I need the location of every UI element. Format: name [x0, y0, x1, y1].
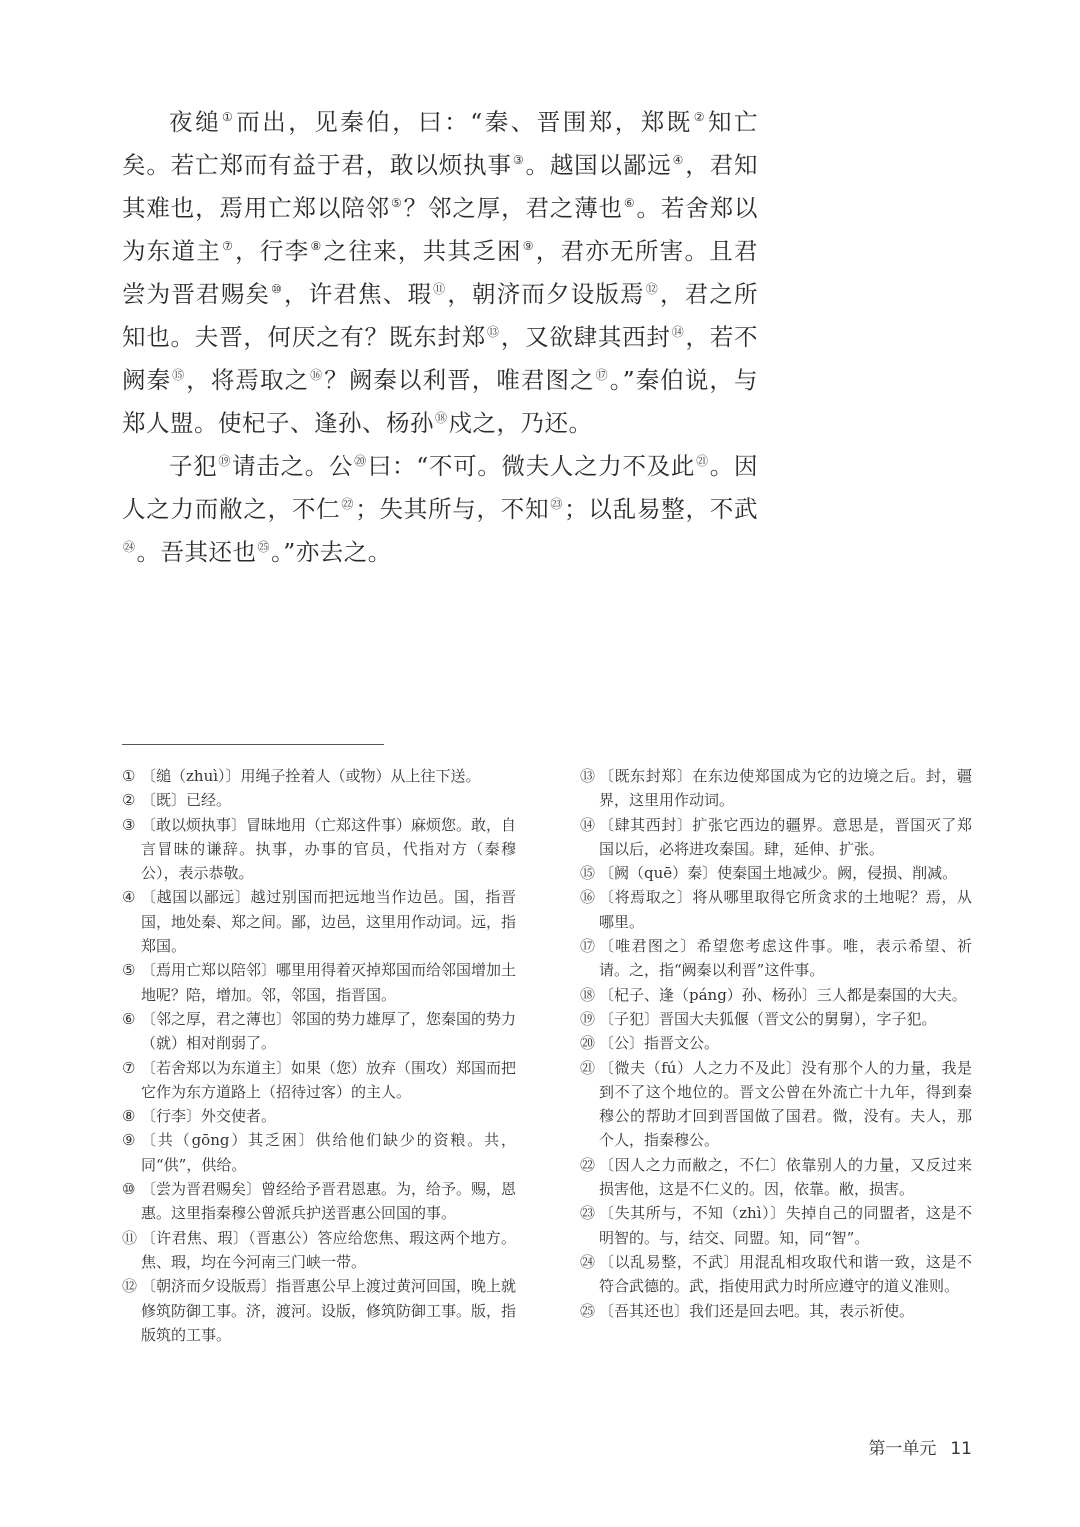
- text-segment: ，若不阙秦: [122, 323, 759, 394]
- text-segment: 戍之，乃还。: [448, 409, 593, 437]
- footnote: [580, 983, 972, 1007]
- footnote-number: ㉑: [580, 1058, 596, 1077]
- note-marker: ㉑: [696, 454, 709, 468]
- footnote-text: 〔失其所与，不知（zhì）〕失掉自己的同盟者，这是不明智的。与，结交、同盟。知，同“智”。: [599, 1204, 972, 1247]
- paragraph-2: [122, 442, 758, 571]
- text-segment: 。”亦去之。: [271, 538, 392, 566]
- footnote-number: ⑨: [122, 1131, 136, 1150]
- note-marker: ⑨: [522, 239, 535, 253]
- footnote-text: 〔越国以鄙远〕越过别国而把远地当作边邑。国，指晋国，地处秦、郑之间。鄙，边邑，这里用作动词。远，指郑国。: [141, 888, 517, 956]
- text-segment: 而出，见秦伯，曰：“秦、晋围郑，郑既: [236, 108, 693, 136]
- footnote: [122, 1177, 516, 1226]
- footnote-text: 〔行李〕外交使者。: [141, 1107, 277, 1126]
- note-marker: ⑪: [433, 282, 447, 296]
- notes-right-column: [580, 764, 972, 1323]
- footnote-text: 〔肆其西封〕扩张它西边的疆界。意思是，晋国灭了郑国以后，必将进攻秦国。肆，延伸、扩张。: [599, 815, 972, 858]
- footnote: [122, 764, 516, 788]
- footnote-text: 〔若舍郑以为东道主〕如果（您）放弃（围攻）郑国而把它作为东方道路上（招待过客）的主人。: [141, 1058, 517, 1101]
- footnote: [122, 1274, 516, 1347]
- footnote-number: ㉒: [580, 1155, 596, 1174]
- footnote-text: 〔尝为晋君赐矣〕曾经给予晋君恩惠。为，给予。赐，恩惠。这里指秦穆公曾派兵护送晋惠公回国的事。: [141, 1180, 517, 1223]
- footnote-text: 〔微夫（fú）人之力不及此〕没有那个人的力量，我是到不了这个地位的。晋文公曾在外流亡十九年，得到秦穆公的帮助才回到晋国做了国君。微，没有。夫人，那个人，指秦穆公。: [599, 1058, 972, 1150]
- note-marker: ⑥: [623, 196, 636, 210]
- footnote-text: 〔吾其还也〕我们还是回去吧。其，表示祈使。: [599, 1301, 915, 1320]
- text-segment: ？邻之厚，君之薄也: [403, 194, 623, 222]
- text-segment: ，将焉取之: [186, 366, 310, 394]
- text-segment: ，君亦无所害。且君尝为晋君赐矣: [122, 237, 759, 308]
- footnote-number: ⑱: [580, 985, 596, 1004]
- notes-left-column: [122, 764, 516, 1347]
- note-marker: ⑰: [595, 368, 609, 382]
- footnote: [122, 1104, 516, 1128]
- footnote-text: 〔子犯〕晋国大夫狐偃（晋文公的舅舅），字子犯。: [599, 1009, 937, 1028]
- footnote: [580, 1031, 972, 1055]
- text-segment: 。”秦伯说，与郑人盟。使杞子、逢孙、杨孙: [122, 366, 759, 437]
- note-marker: ③: [512, 153, 525, 167]
- footnote: [122, 813, 516, 886]
- footnote-number: ⑲: [580, 1009, 596, 1028]
- note-marker: ⑮: [172, 368, 186, 382]
- text-segment: 。吾其还也: [136, 538, 257, 566]
- footnote-number: ⑦: [122, 1058, 136, 1077]
- note-marker: ①: [222, 110, 236, 124]
- footnote-number: ⑳: [580, 1034, 596, 1053]
- footnote-text: 〔共（gōng）其乏困〕供给他们缺少的资粮。共，同“供”，供给。: [141, 1131, 516, 1174]
- note-marker: ②: [693, 110, 708, 124]
- text-segment: ；失其所与，不知: [355, 495, 550, 523]
- footnote-text: 〔因人之力而敝之，不仁〕依靠别人的力量，又反过来损害他，这是不仁义的。因，依靠。敝，损害。: [599, 1155, 972, 1199]
- note-marker: ⑱: [435, 411, 448, 425]
- footnote-number: ⑬: [580, 767, 596, 785]
- footnote-number: ㉔: [580, 1252, 596, 1271]
- footnote-text: 〔焉用亡郑以陪邻〕哪里用得着灭掉郑国而给邻国增加土地呢？陪，增加。邻，邻国，指晋国。: [141, 961, 517, 1004]
- text-segment: 曰：“不可。微夫人之力不及此: [367, 452, 696, 480]
- note-marker: ⑬: [487, 325, 500, 339]
- text-segment: 夜缒: [169, 108, 221, 136]
- text-segment: ，朝济而夕设版焉: [447, 280, 645, 308]
- footnote-number: ⑫: [122, 1277, 138, 1296]
- note-marker: ⑲: [218, 454, 232, 468]
- text-segment: 。越国以鄙远: [525, 151, 672, 179]
- footnote: [122, 1128, 516, 1177]
- note-marker: ㉕: [257, 540, 271, 554]
- text-segment: 之往来，共其乏困: [323, 237, 522, 265]
- footnote-number: ②: [122, 791, 136, 810]
- footnote: [580, 1250, 972, 1299]
- footnote-number: ⑧: [122, 1107, 136, 1126]
- footnote-text: 〔以乱易整，不武〕用混乱相攻取代和谐一致，这是不符合武德的。武，指使用武力时所应遵守的道义准则。: [599, 1252, 972, 1296]
- footnote: [580, 764, 972, 813]
- footnote-number: ⑭: [580, 815, 596, 834]
- text-segment: 。因人之力而敝之，不仁: [122, 452, 758, 523]
- text-segment: 子犯: [169, 452, 218, 480]
- footnote-divider: [122, 744, 384, 745]
- note-marker: ⑦: [222, 239, 235, 253]
- footnote: [122, 1226, 516, 1275]
- footnote-text: 〔既东封郑〕在东边使郑国成为它的边境之后。封，疆界，这里用作动词。: [599, 767, 972, 810]
- note-marker: ⑧: [310, 239, 323, 253]
- text-segment: 。若舍郑以为东道主: [122, 194, 759, 265]
- footnote-text: 〔阙（quē）秦〕使秦国土地减少。阙，侵损、削减。: [599, 864, 958, 883]
- footnote: [580, 1153, 972, 1202]
- footnote: [122, 1007, 516, 1056]
- footnote-text: 〔缒（zhuì）〕用绳子拴着人（或物）从上往下送。: [141, 767, 481, 785]
- footnote-number: ⑩: [122, 1180, 136, 1199]
- footnote-number: ③: [122, 815, 136, 834]
- footnote-text: 〔将焉取之〕将从哪里取得它所贪求的土地呢？焉，从哪里。: [599, 888, 972, 931]
- footnote-number: ⑤: [122, 961, 136, 980]
- note-marker: ㉓: [550, 497, 564, 511]
- footnote: [580, 813, 972, 862]
- footnote-text: 〔朝济而夕设版焉〕指晋惠公早上渡过黄河回国，晚上就修筑防御工事。济，渡河。设版，修筑防御工事。版，指版筑的工事。: [141, 1277, 517, 1344]
- footnote-number: ㉓: [580, 1204, 596, 1223]
- note-marker: ㉔: [123, 540, 136, 554]
- footnote: [580, 1201, 972, 1250]
- page-number: 11: [950, 1439, 972, 1459]
- footnote: [122, 958, 516, 1007]
- footnote-number: ㉕: [580, 1301, 596, 1320]
- footnote: [122, 885, 516, 958]
- footnote-number: ①: [122, 767, 136, 785]
- text-segment: 知亡矣。若亡郑而有益于君，敢以烦执事: [122, 108, 759, 179]
- footnote: [580, 1056, 972, 1153]
- footnote-text: 〔许君焦、瑕〕（晋惠公）答应给您焦、瑕这两个地方。焦、瑕，均在今河南三门峡一带。: [141, 1228, 516, 1271]
- note-marker: ㉒: [341, 497, 355, 511]
- text-segment: ，许君焦、瑕: [284, 280, 433, 308]
- footnote: [580, 885, 972, 934]
- text-segment: ？阙秦以利晋，唯君图之: [324, 366, 595, 394]
- paragraph-1: [122, 98, 758, 442]
- footnote-text: 〔邻之厚，君之薄也〕邻国的势力雄厚了，您秦国的势力（就）相对削弱了。: [141, 1009, 517, 1053]
- footnote: [580, 1007, 972, 1031]
- footnote: [580, 934, 972, 983]
- footnote: [122, 1056, 516, 1105]
- footnote-number: ⑮: [580, 864, 596, 883]
- footnote-number: ⑯: [580, 888, 596, 907]
- footnote: [580, 1299, 972, 1323]
- footnote-text: 〔唯君图之〕希望您考虑这件事。唯，表示希望、祈请。之，指“阙秦以利晋”这件事。: [599, 937, 972, 980]
- footnote-text: 〔杞子、逢（páng）孙、杨孙〕三人都是秦国的大夫。: [599, 985, 967, 1004]
- text-segment: 请击之。公: [232, 452, 354, 480]
- note-marker: ⑤: [391, 196, 403, 210]
- footnote: [122, 788, 516, 812]
- note-marker: ⑯: [310, 368, 324, 382]
- note-marker: ④: [672, 153, 685, 167]
- text-segment: ，君知其难也，焉用亡郑以陪邻: [122, 151, 758, 222]
- footnote: [580, 861, 972, 885]
- page-footer: [868, 1434, 972, 1459]
- footnote-number: ⑥: [122, 1009, 136, 1028]
- footnote-number: ④: [122, 888, 136, 907]
- text-segment: ，君之所知也。夫晋，何厌之有？既东封郑: [122, 280, 759, 351]
- main-text: [122, 98, 758, 571]
- footnote-number: ⑰: [580, 937, 596, 956]
- text-segment: ，行李: [235, 237, 310, 265]
- footnote-text: 〔敢以烦执事〕冒昧地用（亡郑这件事）麻烦您。敢，自言冒昧的谦辞。执事，办事的官员，代指对方（秦穆公），表示恭敬。: [141, 815, 517, 883]
- note-marker: ⑭: [671, 325, 685, 339]
- footnote-text: 〔既〕已经。: [141, 791, 232, 810]
- note-marker: ⑫: [645, 282, 659, 296]
- text-segment: ；以乱易整，不武: [564, 495, 759, 523]
- footnote-number: ⑪: [122, 1228, 138, 1247]
- unit-label: 第一单元: [868, 1439, 937, 1459]
- footnote-text: 〔公〕指晋文公。: [599, 1034, 720, 1053]
- text-segment: ，又欲肆其西封: [500, 323, 671, 351]
- note-marker: ⑩: [271, 282, 284, 296]
- note-marker: ⑳: [354, 454, 367, 468]
